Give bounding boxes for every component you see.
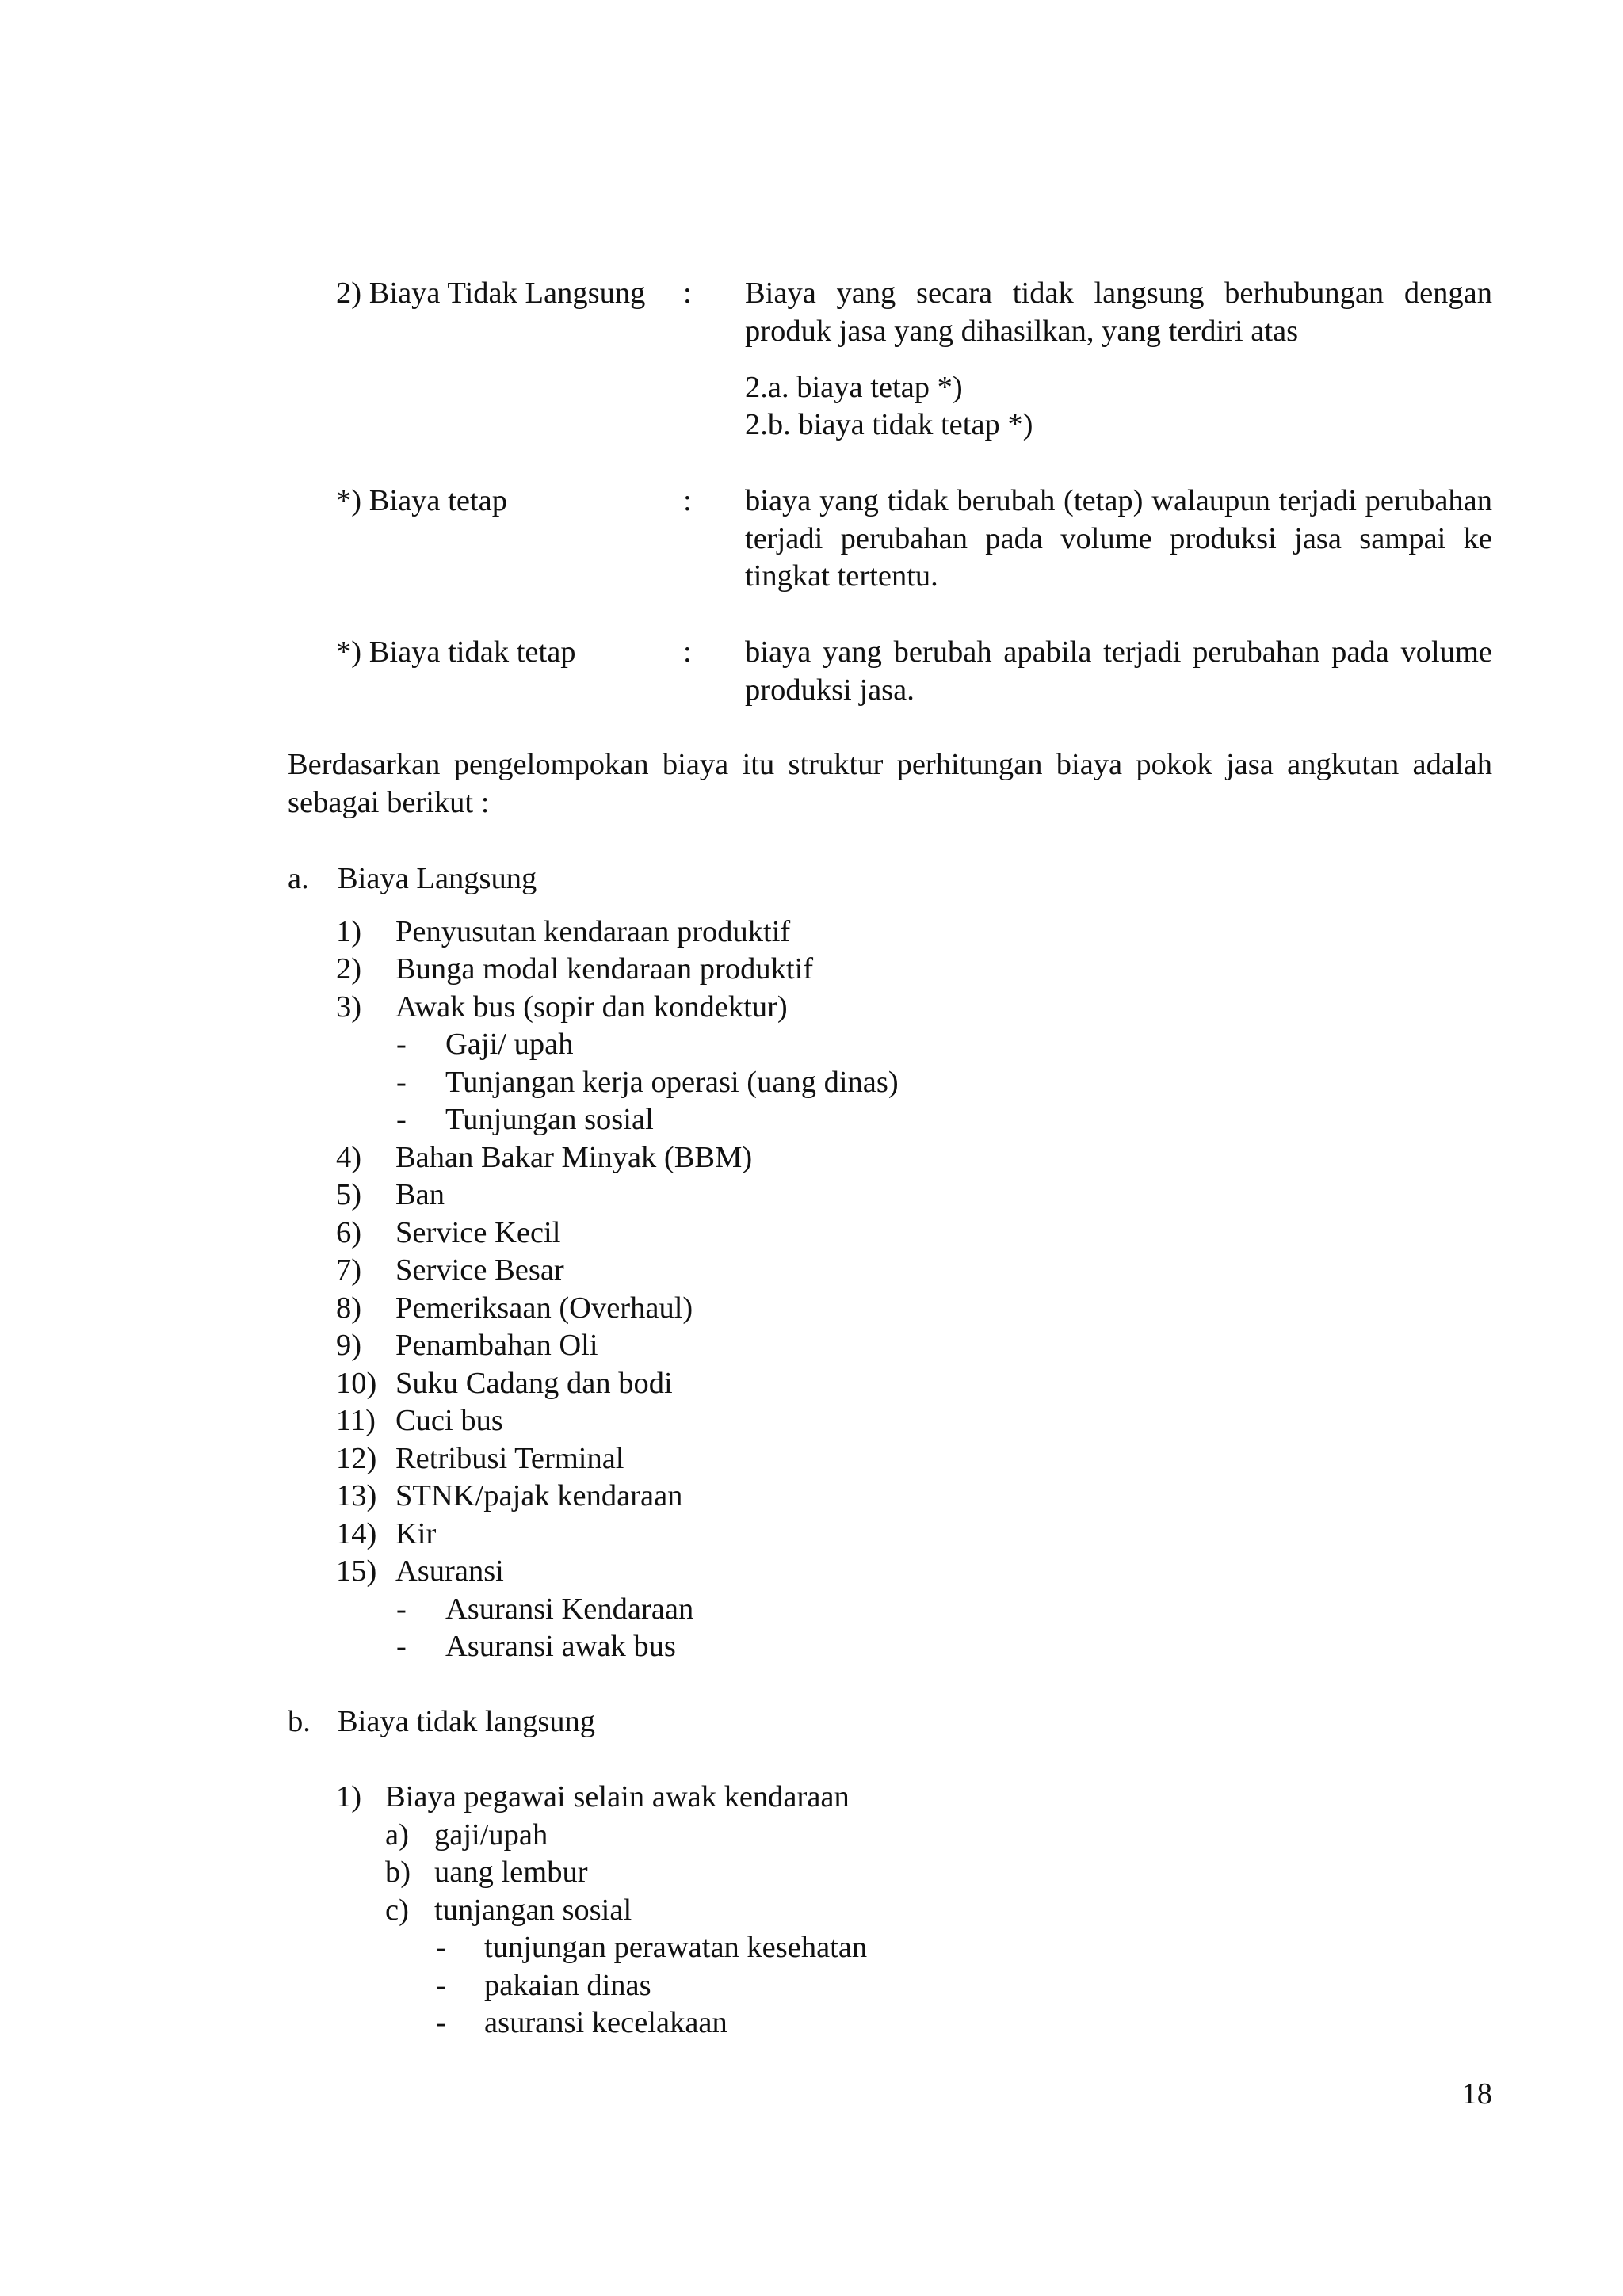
item-marker: 1)	[336, 915, 362, 948]
item-text: Asuransi Kendaraan	[445, 1592, 694, 1626]
definition-description: biaya yang berubah apabila terjadi perubahan pada volume produksi jasa.	[745, 635, 1492, 707]
item-marker: -	[436, 1931, 446, 1964]
item-marker: 15)	[336, 1554, 377, 1588]
item-marker: 14)	[336, 1517, 377, 1550]
item-text: tunjungan perawatan kesehatan	[484, 1931, 868, 1964]
item-marker: 3)	[336, 990, 362, 1024]
item-marker: -	[396, 1103, 407, 1136]
item-marker: -	[396, 1630, 407, 1663]
item-text: Awak bus (sopir dan kondektur)	[395, 990, 788, 1024]
definition-colon: :	[683, 635, 692, 669]
section-marker: a.	[288, 862, 309, 895]
item-marker: c)	[385, 1894, 409, 1927]
item-text: Suku Cadang dan bodi	[395, 1367, 673, 1400]
item-text: STNK/pajak kendaraan	[395, 1479, 683, 1512]
page-number: 18	[1461, 2077, 1492, 2111]
item-text: Tunjangan kerja operasi (uang dinas)	[445, 1066, 899, 1099]
item-marker: 11)	[336, 1404, 376, 1437]
definition-term: *) Biaya tidak tetap	[336, 635, 576, 669]
item-text: Service Kecil	[395, 1216, 561, 1249]
item-text: Bunga modal kendaraan produktif	[395, 952, 814, 986]
item-text: Pemeriksaan (Overhaul)	[395, 1291, 693, 1325]
item-marker: 5)	[336, 1178, 362, 1211]
definition-sub-item: 2.a. biaya tetap *)	[745, 371, 963, 404]
item-text: Service Besar	[395, 1253, 564, 1287]
definition-description: Biaya yang secara tidak langsung berhubungan dengan produk jasa yang dihasilkan, yang terdiri atas	[745, 277, 1492, 348]
item-text: tunjangan sosial	[434, 1894, 632, 1927]
item-marker: -	[436, 1969, 446, 2002]
item-marker: -	[396, 1066, 407, 1099]
item-marker: -	[436, 2006, 446, 2039]
item-marker: 12)	[336, 1442, 377, 1475]
item-text: Retribusi Terminal	[395, 1442, 624, 1475]
section-marker: b.	[288, 1705, 311, 1738]
section-title: Biaya tidak langsung	[338, 1705, 596, 1738]
item-text: Biaya pegawai selain awak kendaraan	[385, 1780, 850, 1814]
item-marker: a)	[385, 1818, 409, 1852]
item-marker: 9)	[336, 1329, 362, 1362]
item-text: uang lembur	[434, 1855, 588, 1889]
definition-colon: :	[683, 277, 692, 310]
item-marker: 10)	[336, 1367, 377, 1400]
item-text: Asuransi awak bus	[445, 1630, 676, 1663]
item-marker: 13)	[336, 1479, 377, 1512]
item-marker: 6)	[336, 1216, 362, 1249]
definition-term: 2) Biaya Tidak Langsung	[336, 277, 646, 310]
item-text: Asuransi	[395, 1554, 504, 1588]
item-marker: 2)	[336, 952, 362, 986]
item-marker: -	[396, 1592, 407, 1626]
item-marker: 4)	[336, 1141, 362, 1174]
definition-description: biaya yang tidak berubah (tetap) walaupun terjadi perubahan terjadi perubahan pada volume produksi jasa sampai ke tingkat tertentu.	[745, 484, 1492, 593]
item-text: pakaian dinas	[484, 1969, 651, 2002]
intro-paragraph: Berdasarkan pengelompokan biaya itu struktur perhitungan biaya pokok jasa angkutan adalah sebagai berikut :	[288, 748, 1492, 819]
item-text: Cuci bus	[395, 1404, 503, 1437]
item-text: Penyusutan kendaraan produktif	[395, 915, 791, 948]
item-text: Bahan Bakar Minyak (BBM)	[395, 1141, 753, 1174]
item-text: gaji/upah	[434, 1818, 548, 1852]
item-marker: 1)	[336, 1780, 362, 1814]
definition-sub-item: 2.b. biaya tidak tetap *)	[745, 408, 1033, 441]
section-title: Biaya Langsung	[338, 862, 537, 895]
item-text: Kir	[395, 1517, 437, 1550]
item-text: Gaji/ upah	[445, 1028, 574, 1061]
definition-colon: :	[683, 484, 692, 517]
item-marker: 7)	[336, 1253, 362, 1287]
item-text: Ban	[395, 1178, 445, 1211]
item-text: asuransi kecelakaan	[484, 2006, 727, 2039]
item-text: Tunjungan sosial	[445, 1103, 654, 1136]
item-marker: b)	[385, 1855, 411, 1889]
definition-term: *) Biaya tetap	[336, 484, 507, 517]
item-marker: 8)	[336, 1291, 362, 1325]
item-text: Penambahan Oli	[395, 1329, 598, 1362]
item-marker: -	[396, 1028, 407, 1061]
